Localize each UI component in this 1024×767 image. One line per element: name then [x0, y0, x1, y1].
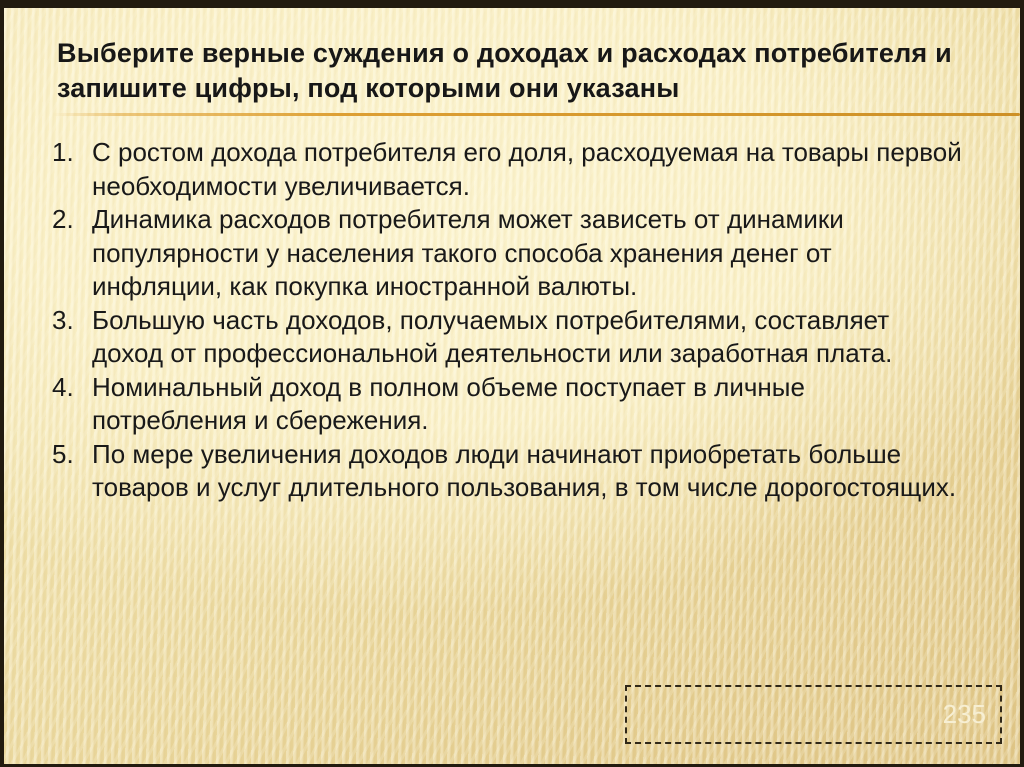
list-item — [48, 371, 964, 438]
list-item-number: 3. — [52, 304, 74, 335]
list-item-text: Динамика расходов потребителя может зависеть от динамики популярности у населения такого способа хранения денег от инфляции, как покупка иностранной валюты. — [92, 204, 844, 301]
list-item-number: 4. — [52, 371, 74, 402]
list-item-text: С ростом дохода потребителя его доля, расходуемая на товары первой необходимости увеличивается. — [92, 137, 962, 201]
list-item-number: 5. — [52, 438, 74, 469]
slide-number-placeholder — [625, 685, 1002, 744]
list-item-text: Большую часть доходов, получаемых потребителями, составляет доход от профессиональной деятельности или заработная плата. — [92, 304, 893, 368]
list-item-number: 2. — [52, 204, 74, 234]
slide-title: Выберите верные суждения о доходах и расходах потребителя и запишите цифры, под которыми они указаны — [57, 38, 952, 103]
list-item-number: 1. — [52, 137, 74, 167]
list-item-text: Номинальный доход в полном объеме поступает в личные потребления и сбережения. — [92, 371, 805, 435]
slide-number: 235 — [942, 699, 986, 729]
list-item — [48, 304, 964, 371]
list-item — [48, 438, 964, 505]
list-item — [48, 203, 964, 304]
list-item-text: По мере увеличения доходов люди начинают приобретать больше товаров и услуг длительного пользования, в том числе дорогостоящих. — [92, 438, 957, 502]
title-separator-line — [52, 113, 1020, 116]
statements-list — [48, 136, 964, 505]
list-item — [48, 136, 964, 203]
